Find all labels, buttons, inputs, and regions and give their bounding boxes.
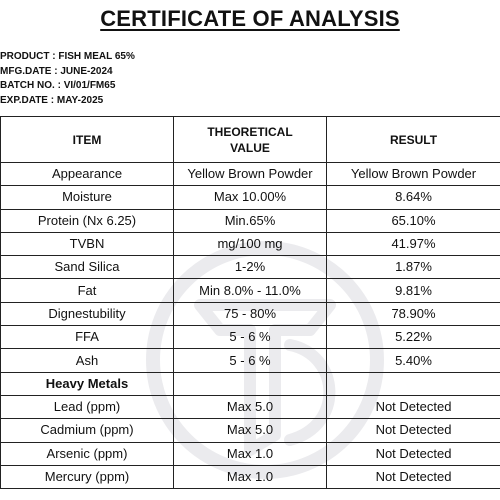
cell-result: 5.40% xyxy=(327,349,500,372)
table-row xyxy=(1,349,500,372)
cell-theoretical: Max 5.0 xyxy=(174,395,327,418)
cell-result: 5.22% xyxy=(327,326,500,349)
cell-theoretical: 75 - 80% xyxy=(174,302,327,325)
header-result: RESULT xyxy=(327,117,500,163)
cell-theoretical: Yellow Brown Powder xyxy=(174,163,327,186)
header-theoretical-line1: THEORETICAL xyxy=(207,124,293,139)
cell-result: 41.97% xyxy=(327,232,500,255)
section-row-heavy-metals xyxy=(1,372,500,395)
cell-empty xyxy=(174,372,327,395)
product-meta xyxy=(0,50,135,108)
table-header-row xyxy=(1,117,500,163)
cell-empty xyxy=(327,372,500,395)
mfg-date: MFG.DATE : JUNE-2024 xyxy=(0,65,113,77)
table-row xyxy=(1,442,500,465)
cell-theoretical: Max 10.00% xyxy=(174,186,327,209)
cell-result: 65.10% xyxy=(327,209,500,232)
cell-result: Not Detected xyxy=(327,465,500,488)
analysis-table xyxy=(0,116,500,489)
cell-result: 8.64% xyxy=(327,186,500,209)
cell-theoretical: Max 1.0 xyxy=(174,442,327,465)
cell-theoretical: 5 - 6 % xyxy=(174,326,327,349)
cell-item: Mercury (ppm) xyxy=(1,465,174,488)
table-row xyxy=(1,209,500,232)
table-row xyxy=(1,395,500,418)
cell-theoretical: Max 1.0 xyxy=(174,465,327,488)
cell-theoretical: Min.65% xyxy=(174,209,327,232)
cell-result: 78.90% xyxy=(327,302,500,325)
table-row xyxy=(1,186,500,209)
cell-result: 1.87% xyxy=(327,256,500,279)
section-heading: Heavy Metals xyxy=(1,372,174,395)
cell-item: Sand Silica xyxy=(1,256,174,279)
table-row xyxy=(1,326,500,349)
header-theoretical-value xyxy=(174,117,327,163)
cell-theoretical: 1-2% xyxy=(174,256,327,279)
document-title: CERTIFICATE OF ANALYSIS xyxy=(100,6,400,31)
table-row xyxy=(1,232,500,255)
cell-theoretical: mg/100 mg xyxy=(174,232,327,255)
cell-item: Protein (Nx 6.25) xyxy=(1,209,174,232)
cell-item: Lead (ppm) xyxy=(1,395,174,418)
cell-theoretical: Max 5.0 xyxy=(174,419,327,442)
table-row xyxy=(1,279,500,302)
table-row xyxy=(1,163,500,186)
cell-item: Fat xyxy=(1,279,174,302)
cell-item: Dignestubility xyxy=(1,302,174,325)
cell-result: Not Detected xyxy=(327,442,500,465)
cell-item: Arsenic (ppm) xyxy=(1,442,174,465)
cell-result: 9.81% xyxy=(327,279,500,302)
cell-item: FFA xyxy=(1,326,174,349)
cell-result: Yellow Brown Powder xyxy=(327,163,500,186)
cell-item: Moisture xyxy=(1,186,174,209)
header-item: ITEM xyxy=(1,117,174,163)
cell-theoretical: 5 - 6 % xyxy=(174,349,327,372)
table-row xyxy=(1,302,500,325)
table-row xyxy=(1,419,500,442)
batch-number: BATCH NO. : VI/01/FM65 xyxy=(0,80,116,91)
header-theoretical-line2: VALUE xyxy=(230,140,270,155)
cell-item: Cadmium (ppm) xyxy=(1,419,174,442)
cell-result: Not Detected xyxy=(327,395,500,418)
table-row xyxy=(1,256,500,279)
product-name: PRODUCT : FISH MEAL 65% xyxy=(0,51,135,62)
cell-item: Ash xyxy=(1,349,174,372)
table-row xyxy=(1,465,500,488)
cell-theoretical: Min 8.0% - 11.0% xyxy=(174,279,327,302)
cell-item: TVBN xyxy=(1,232,174,255)
cell-item: Appearance xyxy=(1,163,174,186)
expiry-date: EXP.DATE : MAY-2025 xyxy=(0,94,104,106)
cell-result: Not Detected xyxy=(327,419,500,442)
